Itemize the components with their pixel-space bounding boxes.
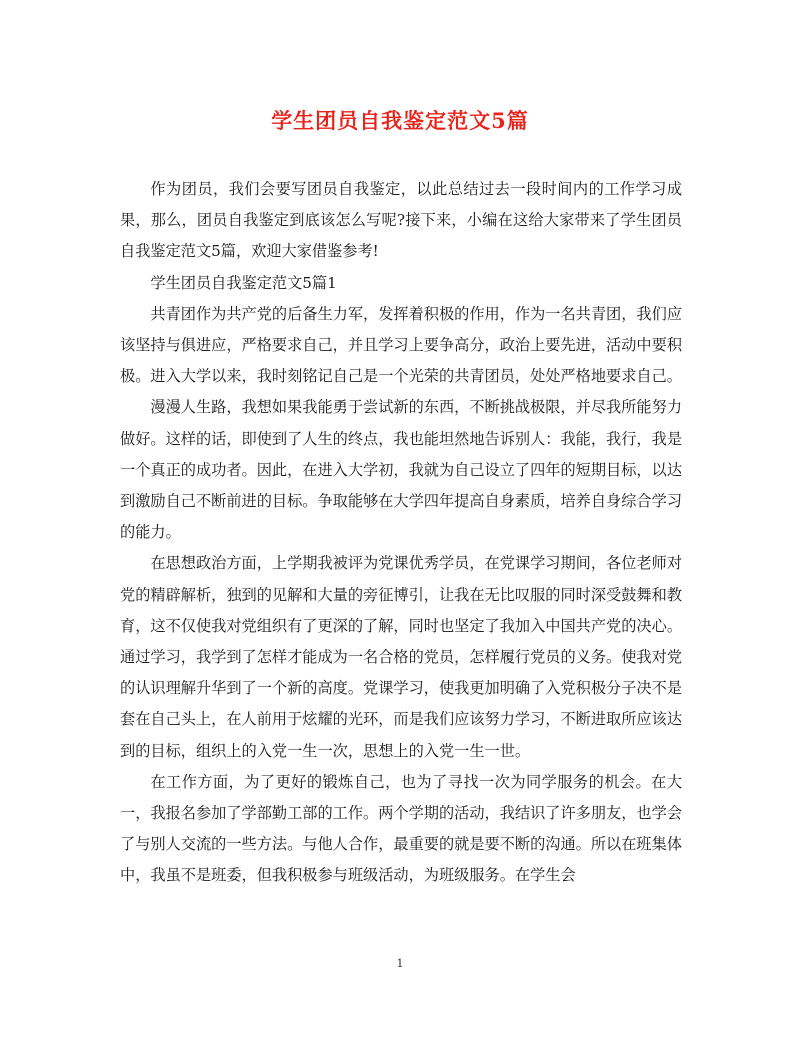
body-paragraph: 共青团作为共产党的后备生力军，发挥着积极的作用，作为一名共青团，我们应该坚持与俱进应，严格要求自己，并且学习上要争高分，政治上要先进，活动中要积极。进入大学以来，我时刻铭记自己是一个光荣的共青团员，处处严格地要求自己。 <box>120 304 682 386</box>
document-title: 学生团员自我鉴定范文5篇 <box>271 108 529 133</box>
intro-paragraph: 作为团员，我们会要写团员自我鉴定，以此总结过去一段时间内的工作学习成果，那么，团员自我鉴定到底该怎么写呢?接下来，小编在这给大家带来了学生团员自我鉴定范文5篇，欢迎大家借鉴参考! <box>120 180 682 261</box>
page-number: 1 <box>396 957 404 970</box>
body-paragraph: 漫漫人生路，我想如果我能勇于尝试新的东西，不断挑战极限，并尽我所能努力做好。这样的话，即使到了人生的终点，我也能坦然地告诉别人：我能，我行，我是一个真正的成功者。因此，在进入大学初，我就为自己设立了四年的短期目标，以达到激励自己不断前进的目标。争取能够在大学四年提高自身素质，培养自身综合学习的能力。 <box>120 398 682 542</box>
document-body <box>120 174 682 892</box>
body-paragraph: 在思想政治方面，上学期我被评为党课优秀学员，在党课学习期间，各位老师对党的精辟解析，独到的见解和大量的旁征博引，让我在无比叹服的同时深受鼓舞和教育，这不仅使我对党组织有了更深的了解，同时也坚定了我加入中国共产党的决心。通过学习，我学到了怎样才能成为一名合格的党员，怎样履行党员的义务。使我对党的认识理解升华到了一个新的高度。党课学习，使我更加明确了入党积极分子决不是套在自己头上，在人前用于炫耀的光环，而是我们应该努力学习，不断进取所应该达到的目标，组织上的入党一生一次，思想上的入党一生一世。 <box>120 554 682 760</box>
section-heading: 学生团员自我鉴定范文5篇1 <box>150 273 337 292</box>
body-paragraph: 在工作方面，为了更好的锻炼自己，也为了寻找一次为同学服务的机会。在大一，我报名参加了学部勤工部的工作。两个学期的活动，我结识了许多朋友，也学会了与别人交流的一些方法。与他人合作，最重要的就是要不断的沟通。所以在班集体中，我虽不是班委，但我积极参与班级活动，为班级服务。在学生会 <box>120 772 682 885</box>
